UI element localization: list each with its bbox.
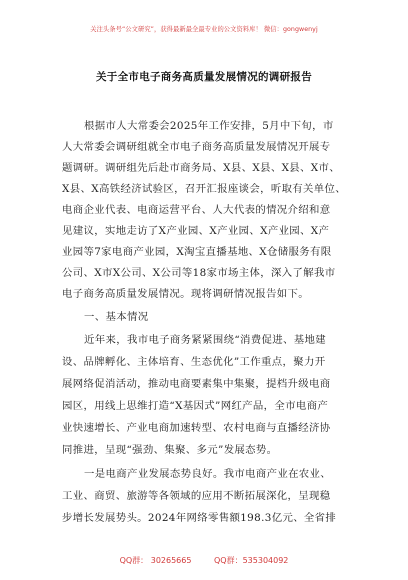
- body-line: 业快速增长、产业电商加速转型、农村电商与直播经济协: [62, 422, 331, 434]
- body-line: 一是电商产业发展态势良好。我市电商产业在农业、: [84, 468, 332, 480]
- body-line: 业园等7家电商产业园，X淘宝直播基地、X仓储服务有限: [62, 246, 332, 258]
- section-heading: 一、基本情况: [84, 311, 149, 323]
- body-line: 电子商务高质量发展情况。现将调研情况报告如下。: [62, 288, 310, 300]
- body-line: 根据市人大常委会2025年工作安排，5月中下旬，市: [84, 120, 334, 132]
- body-line: 题调研。调研组先后赴市商务局、X县、X县、X县、X市、: [62, 162, 341, 174]
- document-title: 关于全市电子商务高质量发展情况的调研报告: [96, 71, 312, 83]
- body-line: 电商企业代表、电商运营平台、人大代表的情况介绍和意: [62, 204, 331, 216]
- body-line: 见建议，实地走访了X产业园、X产业园、X产业园、X产: [62, 225, 330, 237]
- body-line: X县、X高铁经济试验区，召开汇报座谈会，听取有关单位、: [62, 183, 347, 195]
- body-line: 公司、X市X公司、X公司等18家市场主体，深入了解我市: [62, 267, 336, 279]
- body-line: 工业、商贸、旅游等各领域的应用不断拓展深化，呈现稳: [62, 490, 331, 502]
- body-line: 园区，用线上思维打造“X基因式”网红产品，全市电商产: [62, 400, 329, 412]
- footer-qq-group-1: QQ群： 30265665: [119, 556, 192, 565]
- body-line: 人大常委会调研组就全市电子商务高质量发展情况开展专: [62, 141, 331, 153]
- body-line: 近年来，我市电子商务紧紧围绕“消费促进、基地建: [84, 334, 326, 346]
- body-line: 同推进，呈现“强劲、集聚、多元”发展态势。: [62, 444, 278, 456]
- body-line: 步增长发展势头。2024年网络零售额198.3亿元、全省排: [62, 512, 337, 524]
- body-line: 展网络促消活动，推动电商要素集中集聚，提档升级电商: [62, 378, 331, 390]
- header-note: 关注头条号“公文研究”，获得最新最全最专业的公文资料库！ 微信：gongwenyj: [90, 26, 318, 33]
- body-line: 设、品牌孵化、主体培育、生态优化”工作重点，聚力开: [62, 356, 326, 368]
- footer-qq-group-2: QQ群：535304092: [214, 556, 289, 565]
- footer-note: [0, 555, 408, 566]
